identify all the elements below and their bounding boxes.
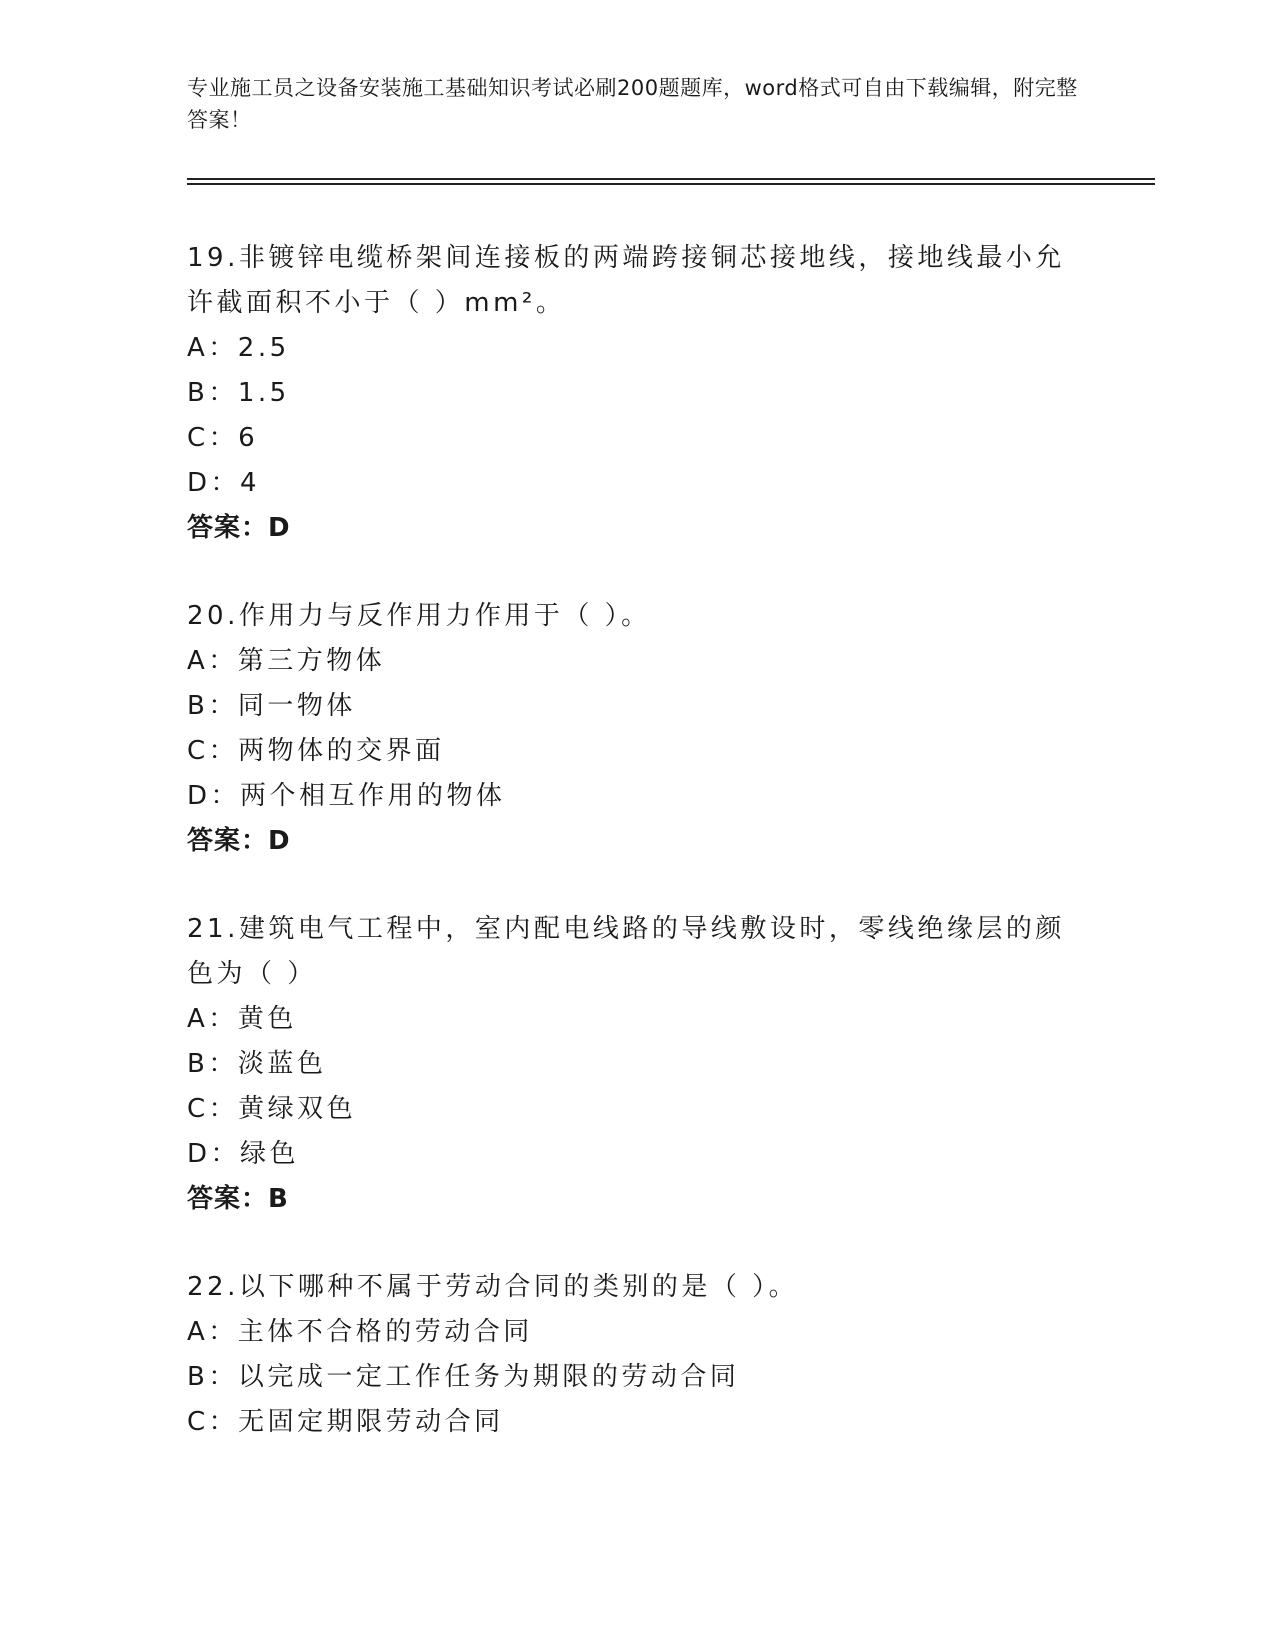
option-b: B：淡蓝色 bbox=[187, 1049, 327, 1079]
option-a: A：黄色 bbox=[187, 1004, 297, 1034]
option-b: B：1.5 bbox=[187, 378, 290, 408]
option-d: D：4 bbox=[187, 468, 261, 498]
option-c: C：6 bbox=[187, 423, 259, 453]
option-b: B：以完成一定工作任务为期限的劳动合同 bbox=[187, 1362, 740, 1392]
option-b: B：同一物体 bbox=[187, 691, 356, 721]
question-20 bbox=[187, 594, 1087, 864]
option-d: D：两个相互作用的物体 bbox=[187, 781, 506, 811]
header-divider-bottom bbox=[187, 183, 1155, 185]
document-header: 专业施工员之设备安装施工基础知识考试必刷200题题库，word格式可自由下载编辑，附完整答案！ bbox=[187, 76, 1078, 132]
question-stem: 22.以下哪种不属于劳动合同的类别的是（ ）。 bbox=[187, 1272, 799, 1302]
option-a: A：主体不合格的劳动合同 bbox=[187, 1317, 533, 1347]
answer-label: 答案：B bbox=[187, 1184, 289, 1214]
header-divider-top bbox=[187, 178, 1155, 180]
question-list bbox=[187, 236, 1087, 1488]
question-stem: 20.作用力与反作用力作用于（ ）。 bbox=[187, 601, 651, 631]
answer-label: 答案：D bbox=[187, 513, 291, 543]
answer-label: 答案：D bbox=[187, 826, 291, 856]
question-stem: 21.建筑电气工程中，室内配电线路的导线敷设时，零线绝缘层的颜色为（ ） bbox=[187, 914, 1065, 989]
option-c: C：黄绿双色 bbox=[187, 1094, 357, 1124]
option-c: C：两物体的交界面 bbox=[187, 736, 445, 766]
question-19 bbox=[187, 236, 1087, 551]
question-stem: 19.非镀锌电缆桥架间连接板的两端跨接铜芯接地线，接地线最小允许截面积不小于（ ）mm²。 bbox=[187, 243, 1065, 318]
question-21 bbox=[187, 907, 1087, 1222]
question-22 bbox=[187, 1265, 1087, 1445]
option-a: A：第三方物体 bbox=[187, 646, 386, 676]
option-d: D：绿色 bbox=[187, 1139, 300, 1169]
option-c: C：无固定期限劳动合同 bbox=[187, 1407, 504, 1437]
option-a: A：2.5 bbox=[187, 333, 290, 363]
